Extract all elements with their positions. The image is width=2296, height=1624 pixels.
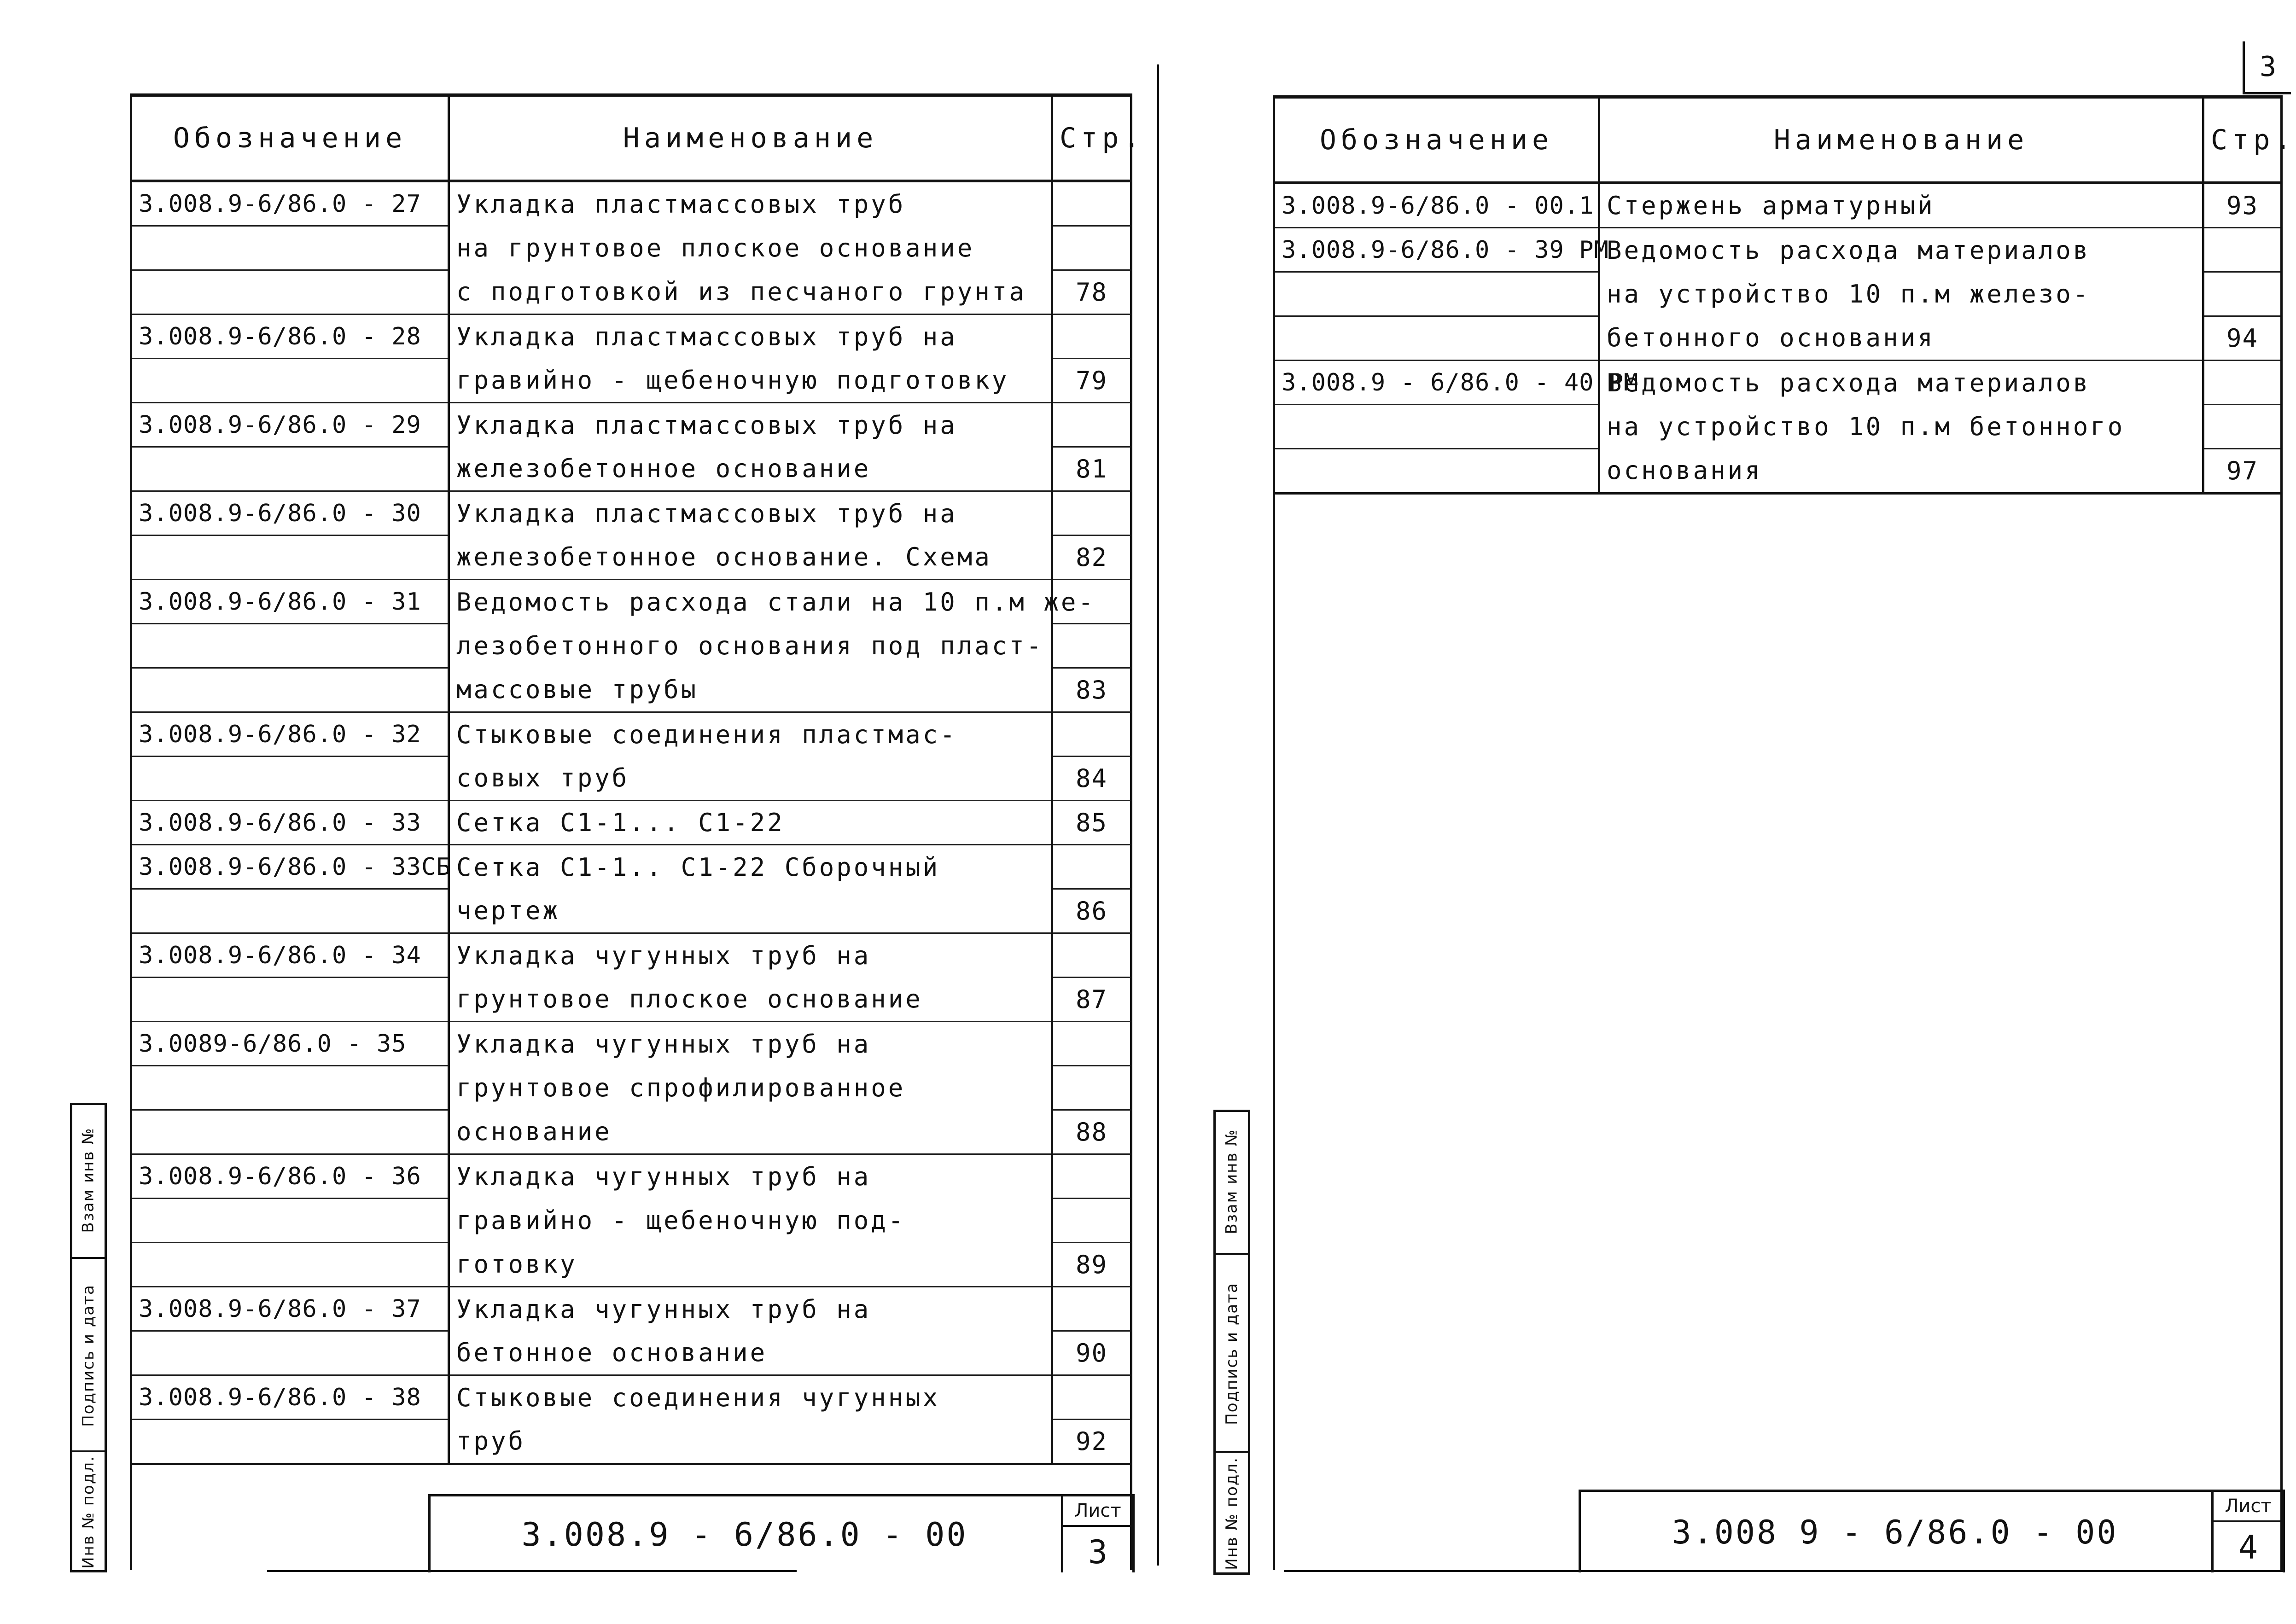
inv-orig-label: Инв № подл. — [1223, 1457, 1241, 1570]
table-header — [131, 95, 1131, 181]
row-name: Укладка пластмассовых труб на — [449, 314, 1052, 359]
table-row — [131, 1110, 1131, 1154]
row-page — [1052, 491, 1131, 536]
row-name: Укладка пластмассовых труб на — [449, 403, 1052, 447]
row-code — [131, 1420, 449, 1464]
table-row — [131, 1199, 1131, 1243]
row-code: 3.008.9-6/86.0 - 39 РМ — [1274, 228, 1599, 272]
vzam-inv-label: Взам инв № — [79, 1127, 98, 1233]
row-code — [131, 978, 449, 1022]
row-page: 93 — [2203, 183, 2282, 228]
table-row — [131, 712, 1131, 757]
row-name: Стыковые соединения чугунных — [449, 1375, 1052, 1420]
vzam-inv-cell — [1216, 1110, 1248, 1253]
table-row — [131, 447, 1131, 491]
document-code: 3.008 9 - 6/86.0 - 00 — [1672, 1513, 2118, 1551]
row-page: 92 — [1052, 1420, 1131, 1464]
sheet-right — [1146, 0, 2296, 1624]
frame-line — [130, 1441, 132, 1570]
row-page — [1052, 624, 1131, 668]
row-name: Укладка чугунных труб на — [449, 1287, 1052, 1331]
row-code: 3.008.9-6/86.0 - 33СБ — [131, 845, 449, 889]
row-page — [2203, 361, 2282, 405]
table-row — [131, 226, 1131, 270]
row-code: 3.008.9-6/86.0 - 27 — [131, 181, 449, 226]
row-page: 90 — [1052, 1331, 1131, 1375]
table-row — [131, 933, 1131, 978]
row-page — [1052, 1066, 1131, 1110]
row-page — [1052, 1287, 1131, 1331]
row-name: на устройство 10 п.м бетонного — [1599, 405, 2203, 449]
row-page — [1052, 933, 1131, 978]
row-name: грунтовое спрофилированное — [449, 1066, 1052, 1110]
header-page: Стр. — [1052, 95, 1131, 181]
table-row — [131, 270, 1131, 314]
table-row — [131, 403, 1131, 447]
document-code: 3.008.9 - 6/86.0 - 00 — [521, 1515, 968, 1554]
row-code — [131, 1199, 449, 1243]
row-page — [1052, 845, 1131, 889]
row-code: 3.008.9-6/86.0 - 30 — [131, 491, 449, 536]
table-row — [131, 314, 1131, 359]
row-name: труб — [449, 1420, 1052, 1464]
row-name: грунтовое плоское основание — [449, 978, 1052, 1022]
row-page — [1052, 403, 1131, 447]
row-page: 88 — [1052, 1110, 1131, 1154]
sign-date-label: Подпись и дата — [79, 1284, 98, 1427]
row-code — [131, 359, 449, 403]
header-name: Наименование — [1599, 97, 2203, 183]
sheet-left — [0, 0, 1146, 1624]
table-body — [1274, 183, 2282, 494]
sheet-number-box — [1061, 1496, 1132, 1572]
contents-table-right — [1273, 95, 2296, 495]
frame-line — [1273, 479, 1275, 1570]
row-page — [1052, 712, 1131, 757]
row-name: гравийно - щебеночную подготовку — [449, 359, 1052, 403]
row-name: массовые трубы — [449, 668, 1052, 712]
row-page: 86 — [1052, 889, 1131, 933]
table-row — [131, 978, 1131, 1022]
row-page: 82 — [1052, 536, 1131, 580]
row-page — [2203, 228, 2282, 272]
row-page — [2203, 272, 2282, 316]
row-code — [131, 447, 449, 491]
inv-orig-cell — [1216, 1451, 1248, 1574]
table-row — [131, 1154, 1131, 1199]
row-name: Укладка пластмассовых труб на — [449, 491, 1052, 536]
row-code: 3.008.9-6/86.0 - 37 — [131, 1287, 449, 1331]
table-row — [131, 1331, 1131, 1375]
row-page — [1052, 314, 1131, 359]
sign-date-cell — [1216, 1253, 1248, 1453]
table-row — [1274, 449, 2282, 494]
inv-orig-label: Инв № подл. — [79, 1455, 98, 1569]
header-page: Стр. — [2203, 97, 2282, 183]
row-code: 3.008.9-6/86.0 - 34 — [131, 933, 449, 978]
row-name: чертеж — [449, 889, 1052, 933]
row-code: 3.008.9-6/86.0 - 00.1 — [1274, 183, 1599, 228]
table-row — [1274, 405, 2282, 449]
row-code — [1274, 405, 1599, 449]
row-page: 84 — [1052, 757, 1131, 801]
table-row — [131, 801, 1131, 845]
row-code — [1274, 272, 1599, 316]
row-code — [131, 270, 449, 314]
table-row — [131, 1243, 1131, 1287]
table-row — [131, 359, 1131, 403]
row-name: железобетонное основание — [449, 447, 1052, 491]
title-block — [428, 1494, 1135, 1572]
row-page — [1052, 1154, 1131, 1199]
table-row — [131, 1066, 1131, 1110]
row-code: 3.008.9-6/86.0 - 33 — [131, 801, 449, 845]
table-row — [131, 668, 1131, 712]
sign-date-label: Подпись и дата — [1223, 1282, 1241, 1425]
corner-page-number: 3 — [2243, 41, 2291, 94]
row-name: основание — [449, 1110, 1052, 1154]
row-name: Ведомость расхода стали на 10 п.м же- — [449, 580, 1052, 624]
title-block — [1579, 1490, 2285, 1572]
vzam-inv-cell — [72, 1103, 105, 1257]
sheet-label: Лист — [1063, 1496, 1132, 1527]
row-name: на устройство 10 п.м железо- — [1599, 272, 2203, 316]
row-page: 94 — [2203, 316, 2282, 361]
row-name: железобетонное основание. Схема — [449, 536, 1052, 580]
row-page: 78 — [1052, 270, 1131, 314]
table-row — [131, 536, 1131, 580]
row-page — [1052, 1022, 1131, 1066]
row-code: 3.008.9 - 6/86.0 - 40 РМ — [1274, 361, 1599, 405]
row-page: 89 — [1052, 1243, 1131, 1287]
row-name: основания — [1599, 449, 2203, 494]
row-name: Укладка пластмассовых труб — [449, 181, 1052, 226]
row-code: 3.008.9-6/86.0 - 32 — [131, 712, 449, 757]
row-page — [1052, 181, 1131, 226]
row-name: Ведомость расхода материалов — [1599, 228, 2203, 272]
table-row — [1274, 361, 2282, 405]
row-name: Стыковые соединения пластмас- — [449, 712, 1052, 757]
sheet-number: 4 — [2238, 1529, 2258, 1566]
row-code — [131, 1110, 449, 1154]
table-row — [131, 845, 1131, 889]
row-page — [1052, 226, 1131, 270]
sheet-number: 3 — [1088, 1533, 1108, 1571]
table-row — [131, 1420, 1131, 1464]
table-row — [131, 889, 1131, 933]
row-name: готовку — [449, 1243, 1052, 1287]
row-page: 81 — [1052, 447, 1131, 491]
row-code: 3.008.9-6/86.0 - 38 — [131, 1375, 449, 1420]
row-name: гравийно - щебеночную под- — [449, 1199, 1052, 1243]
row-page — [1052, 1375, 1131, 1420]
table-row — [131, 491, 1131, 536]
row-page: 83 — [1052, 668, 1131, 712]
row-page — [1052, 1199, 1131, 1243]
header-code: Обозначение — [1274, 97, 1599, 183]
row-name: бетонного основания — [1599, 316, 2203, 361]
row-code — [131, 757, 449, 801]
row-name: бетонное основание — [449, 1331, 1052, 1375]
row-code — [131, 226, 449, 270]
row-page — [2203, 405, 2282, 449]
table-row — [1274, 228, 2282, 272]
table-row — [131, 181, 1131, 226]
table-row — [131, 624, 1131, 668]
row-name: Укладка чугунных труб на — [449, 1154, 1052, 1199]
row-name: лезобетонного основания под пласт- — [449, 624, 1052, 668]
row-code: 3.008.9-6/86.0 - 29 — [131, 403, 449, 447]
table-row — [131, 757, 1131, 801]
row-code: 3.0089-6/86.0 - 35 — [131, 1022, 449, 1066]
header-name: Наименование — [449, 95, 1052, 181]
row-name: Ведомость расхода материалов — [1599, 361, 2203, 405]
header-code: Обозначение — [131, 95, 449, 181]
table-header — [1274, 97, 2282, 183]
row-code — [131, 1331, 449, 1375]
row-code — [131, 536, 449, 580]
row-code — [131, 624, 449, 668]
table-row — [131, 580, 1131, 624]
row-code — [131, 1243, 449, 1287]
side-stamp — [70, 1103, 107, 1572]
side-stamp — [1213, 1110, 1250, 1575]
row-name: Укладка чугунных труб на — [449, 1022, 1052, 1066]
row-code: 3.008.9-6/86.0 - 36 — [131, 1154, 449, 1199]
table-row — [131, 1287, 1131, 1331]
row-name: Сетка С1-1.. С1-22 Сборочный — [449, 845, 1052, 889]
row-code — [131, 668, 449, 712]
table-body — [131, 181, 1131, 1464]
row-page: 79 — [1052, 359, 1131, 403]
sheet-label: Лист — [2214, 1492, 2283, 1522]
row-name: на грунтовое плоское основание — [449, 226, 1052, 270]
contents-table-left — [130, 93, 1145, 1465]
table-row — [1274, 316, 2282, 361]
row-page: 97 — [2203, 449, 2282, 494]
sign-date-cell — [72, 1257, 105, 1452]
vzam-inv-label: Взам инв № — [1223, 1129, 1241, 1234]
row-page: 87 — [1052, 978, 1131, 1022]
row-code: 3.008.9-6/86.0 - 28 — [131, 314, 449, 359]
row-name: совых труб — [449, 757, 1052, 801]
row-name: Стержень арматурный — [1599, 183, 2203, 228]
frame-line — [2280, 479, 2283, 1570]
row-code — [131, 1066, 449, 1110]
table-row — [1274, 183, 2282, 228]
row-code — [1274, 316, 1599, 361]
row-name: Укладка чугунных труб на — [449, 933, 1052, 978]
sheet-number-box — [2211, 1492, 2283, 1572]
table-row — [131, 1375, 1131, 1420]
table-row — [131, 1022, 1131, 1066]
row-code — [1274, 449, 1599, 494]
row-code: 3.008.9-6/86.0 - 31 — [131, 580, 449, 624]
row-code — [131, 889, 449, 933]
row-name: Сетка С1-1... С1-22 — [449, 801, 1052, 845]
inv-orig-cell — [72, 1450, 105, 1572]
row-page: 85 — [1052, 801, 1131, 845]
table-row — [1274, 272, 2282, 316]
row-name: с подготовкой из песчаного грунта — [449, 270, 1052, 314]
